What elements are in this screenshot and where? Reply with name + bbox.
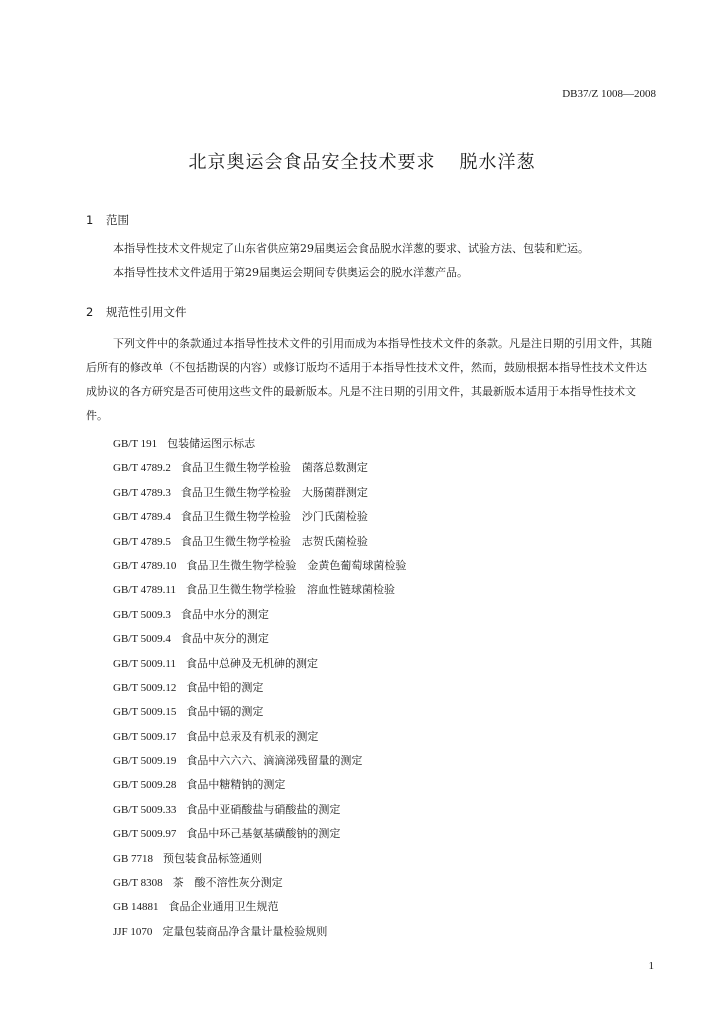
reference-item bbox=[113, 603, 406, 627]
reference-title: 食品中灰分的测定 bbox=[180, 632, 269, 646]
reference-code: GB/T 4789.5 bbox=[113, 535, 171, 548]
reference-title: 食品中水分的测定 bbox=[180, 607, 269, 621]
reference-title: 食品企业通用卫生规范 bbox=[168, 900, 279, 914]
reference-code: GB/T 5009.11 bbox=[113, 657, 176, 670]
reference-item bbox=[113, 627, 406, 651]
reference-code: GB/T 5009.17 bbox=[113, 730, 177, 743]
reference-code: JJF 1070 bbox=[113, 925, 153, 938]
reference-title: 食品中总砷及无机砷的测定 bbox=[185, 656, 318, 670]
reference-item bbox=[113, 700, 406, 724]
reference-item bbox=[113, 895, 406, 919]
reference-title: 预包装食品标签通则 bbox=[163, 851, 263, 865]
reference-item bbox=[113, 432, 406, 456]
reference-item bbox=[113, 725, 406, 749]
reference-code: GB/T 5009.4 bbox=[113, 633, 171, 646]
reference-title: 定量包装商品净含量计量检验规则 bbox=[162, 924, 328, 938]
reference-code: GB/T 4789.11 bbox=[113, 584, 176, 597]
reference-item bbox=[113, 481, 406, 505]
reference-item bbox=[113, 456, 406, 480]
reference-title: 食品卫生微生物学检验 志贺氏菌检验 bbox=[180, 534, 368, 548]
reference-code: GB/T 4789.4 bbox=[113, 511, 171, 524]
reference-code: GB/T 5009.19 bbox=[113, 755, 177, 768]
reference-code: GB/T 5009.3 bbox=[113, 608, 171, 621]
reference-title: 食品卫生微生物学检验 溶血性链球菌检验 bbox=[185, 583, 395, 597]
reference-item bbox=[113, 578, 406, 602]
reference-item bbox=[113, 871, 406, 895]
section-number: 1 bbox=[86, 213, 94, 227]
title-sub: 脱水洋葱 bbox=[459, 152, 536, 173]
reference-code: GB/T 191 bbox=[113, 438, 158, 450]
scope-line-1: 本指导性技术文件规定了山东省供应第29届奥运会食品脱水洋葱的要求、试验方法、包装和贮运。 bbox=[113, 242, 589, 255]
reference-code: GB/T 5009.33 bbox=[113, 803, 177, 816]
section-title: 范围 bbox=[106, 213, 129, 227]
reference-code: GB/T 4789.3 bbox=[113, 486, 171, 499]
reference-title: 包装储运图示标志 bbox=[167, 437, 256, 450]
section-title: 规范性引用文件 bbox=[106, 305, 187, 319]
reference-code: GB/T 4789.2 bbox=[113, 462, 171, 475]
reference-code: GB/T 5009.97 bbox=[113, 828, 177, 841]
scope-line-2: 本指导性技术文件适用于第29届奥运会期间专供奥运会的脱水洋葱产品。 bbox=[113, 266, 468, 279]
reference-title: 食品中总汞及有机汞的测定 bbox=[186, 729, 319, 743]
reference-title: 食品中铅的测定 bbox=[186, 680, 264, 694]
reference-code: GB/T 5009.15 bbox=[113, 706, 177, 719]
document-code: DB37/Z 1008—2008 bbox=[562, 88, 656, 100]
reference-title: 食品中糖精钠的测定 bbox=[186, 778, 286, 792]
title-main: 北京奥运会食品安全技术要求 bbox=[188, 152, 436, 173]
reference-title: 茶 酸不溶性灰分测定 bbox=[172, 876, 283, 890]
reference-title: 食品中六六六、滴滴涕残留量的测定 bbox=[186, 754, 363, 768]
reference-title: 食品中亚硝酸盐与硝酸盐的测定 bbox=[186, 802, 341, 816]
reference-code: GB 14881 bbox=[113, 901, 159, 914]
reference-code: GB 7718 bbox=[113, 852, 154, 865]
reference-title: 食品卫生微生物学检验 菌落总数测定 bbox=[180, 461, 368, 475]
reference-title: 食品中环己基氨基磺酸钠的测定 bbox=[186, 827, 341, 841]
section-heading-references bbox=[86, 304, 187, 320]
reference-code: GB/T 8308 bbox=[113, 877, 163, 890]
reference-item bbox=[113, 847, 406, 871]
reference-title: 食品卫生微生物学检验 沙门氏菌检验 bbox=[180, 510, 368, 524]
reference-code: GB/T 5009.28 bbox=[113, 779, 177, 792]
reference-code: GB/T 5009.12 bbox=[113, 681, 177, 694]
reference-item bbox=[113, 798, 406, 822]
reference-title: 食品卫生微生物学检验 金黄色葡萄球菌检验 bbox=[186, 558, 407, 572]
reference-item bbox=[113, 822, 406, 846]
reference-item bbox=[113, 920, 406, 944]
reference-item bbox=[113, 505, 406, 529]
reference-item bbox=[113, 773, 406, 797]
reference-item bbox=[113, 554, 406, 578]
page-number: 1 bbox=[648, 960, 654, 972]
reference-title: 食品中镉的测定 bbox=[186, 705, 264, 719]
section-heading-scope bbox=[86, 212, 129, 228]
section-number: 2 bbox=[86, 305, 94, 319]
reference-list bbox=[113, 432, 406, 944]
reference-item bbox=[113, 530, 406, 554]
references-intro-paragraph: 下列文件中的条款通过本指导性技术文件的引用而成为本指导性技术文件的条款。凡是注日期的引用文件，其随后所有的修改单（不包括勘误的内容）或修订版均不适用于本指导性技术文件，然而，鼓励根据本指导性技术文件达成协议的各方研究是否可使用这些文件的最新版本。凡是不注日期的引用文件，其最新版本适用于本指导性技术文件。 bbox=[86, 337, 652, 422]
page-title bbox=[0, 148, 724, 174]
reference-item bbox=[113, 652, 406, 676]
reference-item bbox=[113, 749, 406, 773]
reference-code: GB/T 4789.10 bbox=[113, 559, 177, 572]
reference-title: 食品卫生微生物学检验 大肠菌群测定 bbox=[180, 485, 368, 499]
reference-item bbox=[113, 676, 406, 700]
